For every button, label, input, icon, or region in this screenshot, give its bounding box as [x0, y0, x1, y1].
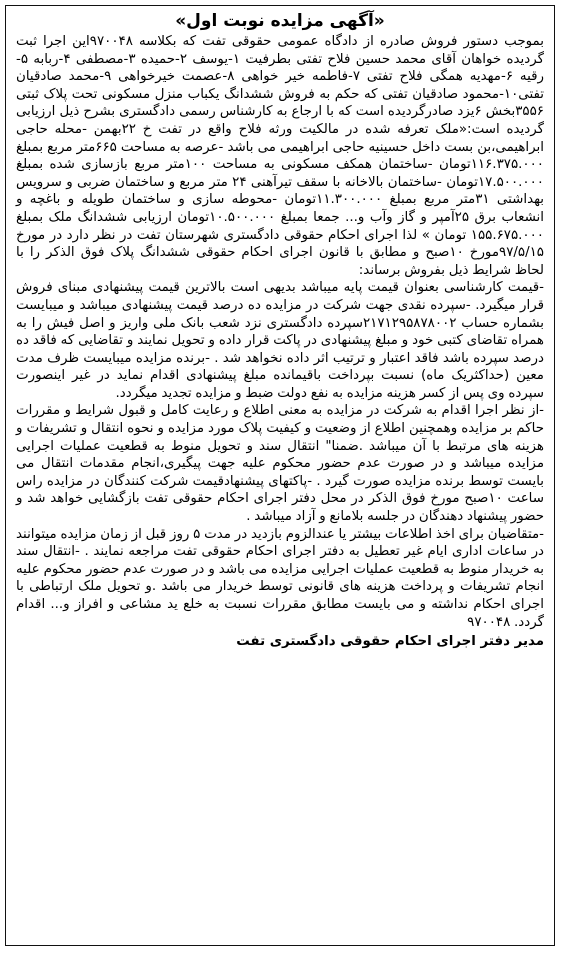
notice-title: «آگهی مزایده نوبت اول» [175, 11, 385, 31]
notice-paragraph-3: -از نظر اجرا اقدام به شرکت در مزایده به معنی اطلاع و رعایت کامل و قبول شرایط و مقررات حاکم بر مزایده وهمچنین اطلاع از وضعیت و کیفیت پلاک مورد مزایده و نحوه انتقال و تشریفات و هزینه های مرتبط با آن میباشد .ضمنا" انتقال سند و تحویل منوط به قطعیت عملیات اجرایی مزایده میباشد و در صورت عدم حضور محکوم علیه جهت پیگیری،انجام مقدمات انتقال می بایست توسط برنده مزایده صورت گیرد . -پاکتهای پیشنهادقیمت شرکت کنندگان در مزایده راس ساعت ۱۰صبح مورخ فوق الذکر در محل دفتر اجرای احکام حقوقی تفت بازگشایی خواهد شد و حضور پیشنهاد دهندگان در جلسه بلامانع و آزاد میباشد . [16, 403, 544, 525]
notice-signature: مدیر دفتر اجرای احکام حقوقی دادگستری تفت [236, 634, 544, 650]
notice-frame [5, 5, 555, 946]
notice-paragraph-4: -متقاضیان برای اخذ اطلاعات بیشتر یا عندالزوم بازدید در مدت ۵ روز قبل از زمان مزایده میتوانند در ساعات اداری ایام غیر تعطیل به دفتر اجرای احکام حقوقی تفت مراجعه نمایند . -انتقال سند به خریدار منوط به قطعیت عملیات اجرایی مزایده می باشد و در صورت عدم حضور محکوم علیه انجام تشریفات و پرداخت هزینه های قانونی توسط خریدار می باشد .و تحویل ملک ارتباطی با اجرای احکام نداشته و می بایست مطابق مقررات نسبت به خلع ید مشاعی و افراز و... اقدام گردد. ۹۷۰۰۴۸ [16, 526, 544, 630]
notice-paragraph-2: -قیمت کارشناسی بعنوان قیمت پایه میباشد بدیهی است بالاترین قیمت پیشنهادی مبنای فروش قرار میگیرد. -سپرده نقدی جهت شرکت در مزایده ده درصد قیمت پیشنهادی میباشد و میبایست بشماره حساب ۲۱۷۱۲۹۵۸۷۸۰۰۲سپرده دادگستری نزد شعب بانک ملی واریز و اصل فیش را به همراه تقاضای کتبی خود و مبلغ پیشنهادی در پاکت قرار داده و تحویل نمایند و تقاضایی که فاقد ده درصد سپرده باشد فاقد اعتبار و ترتیب اثر داده نخواهد شد . -برنده مزایده میبایست ظرف مدت معین (حداکثریک ماه) نسبت بپرداخت باقیمانده مبلغ پیشنهادی اقدام نماید در غیر اینصورت سپرده وی پس از کسر هزینه مزایده به نفع دولت ضبط و مزایده تجدید میگردد. [16, 280, 545, 401]
notice-paragraph-1: بموجب دستور فروش صادره از دادگاه عمومی حقوقی تفت که بکلاسه ۹۷۰۰۴۸این اجرا ثبت گردیده خواهان آقای محمد حسین فلاح تفتی بطرفیت ۱-یوسف ۲-حمیده ۳-مصطفی ۴-ربابه ۵-رقیه ۶-مهدیه همگی فلاح تفتی ۷-فاطمه خیر خواهی ۸-عصمت خیرخواهی ۹-محمد صادقیان تفتی۱۰-محمود صادقیان تفتی که حکم به فروش ششدانگ یکباب منزل مسکونی تحت پلاک ثبتی ۳۵۵۶بخش ۶یزد صادرگردیده است که با ارجاع به کارشناس رسمی دادگستری بشرح ذیل ارزیابی گردیده است:«ملک تعرفه شده در مالکیت ورثه فلاح واقع در تفت خ ۲۲بهمن -محله حاجی ابراهیمی،بن بست داخل حسینیه حاجی ابراهیمی می باشد -عرصه به مساحت ۶۶۵متر مربع بمبلغ ۱۱۶.۳۷۵.۰۰۰تومان -ساختمان همکف مسکونی به مساحت ۱۰۰متر مربع بازسازی شده بمبلغ ۱۷.۵۰۰.۰۰۰تومان -ساختمان بالاخانه با سقف تیرآهنی ۲۴ متر مربع و ساختمان ضربی و سرویس بهداشتی ۳۱متر مربع بمبلغ ۱۱.۳۰۰.۰۰۰تومان -محوطه سازی و ساختمان طویله و باغچه و انشعاب برق ۲۵آمپر و گاز وآب و... جمعا بمبلغ ۱۰.۵۰۰.۰۰۰تومان ارزیابی ششدانگ ملک بمبلغ ۱۵۵.۶۷۵.۰۰۰ تومان » لذا اجرای احکام حقوقی دادگستری شهرستان تفت در نظر دارد در مورخ ۹۷/۵/۱۵مورخ ۱۰صبح و مطابق با قانون اجرای احکام حقوقی ششدانگ پلاک فوق الذکر را با لحاظ شرایط ذیل بفروش برساند: [16, 34, 544, 278]
notice-body [16, 33, 544, 631]
